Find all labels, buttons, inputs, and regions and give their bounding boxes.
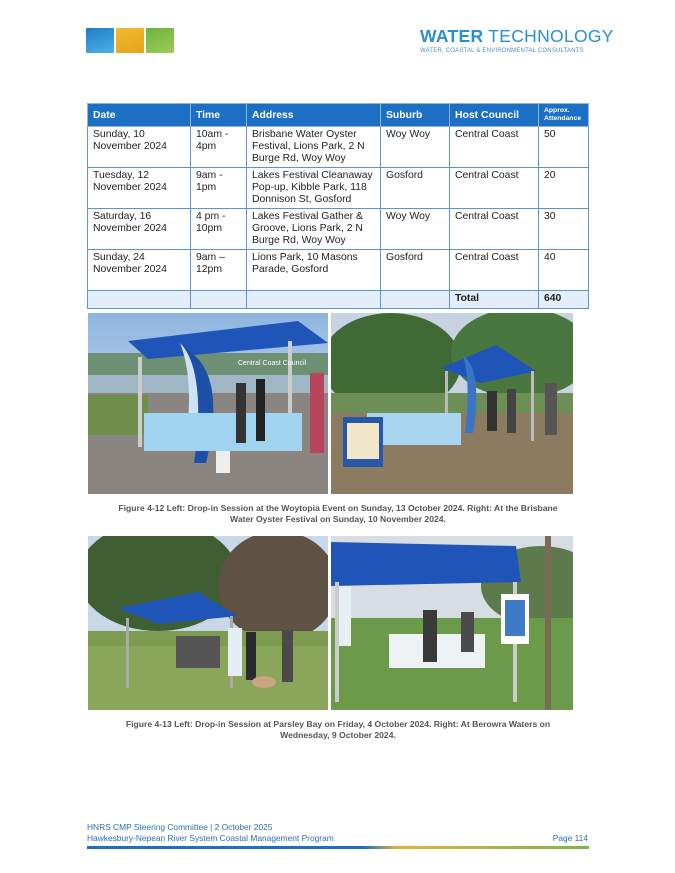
- col-suburb: Suburb: [381, 104, 450, 127]
- footer-color-bar: [87, 846, 589, 849]
- cell-attendance: 40: [539, 250, 589, 291]
- cell-suburb: Woy Woy: [381, 209, 450, 250]
- photo-woytopia-event: [88, 313, 328, 494]
- cell-address: Lakes Festival Gather & Groove, Lions Park, 2 N Burge Rd, Woy Woy: [247, 209, 381, 250]
- total-value: 640: [539, 291, 589, 309]
- table-row: [88, 168, 589, 209]
- cell-date: Sunday, 24 November 2024: [88, 250, 191, 291]
- cell-time: 4 pm - 10pm: [191, 209, 247, 250]
- brand-subtitle: WATER, COASTAL & ENVIRONMENTAL CONSULTANTS: [420, 48, 584, 54]
- cell-attendance: 30: [539, 209, 589, 250]
- cell-time: 10am - 4pm: [191, 127, 247, 168]
- water-wave-icon: [86, 28, 114, 53]
- col-date: Date: [88, 104, 191, 127]
- total-row: [88, 291, 589, 309]
- cell-address: Lions Park, 10 Masons Parade, Gosford: [247, 250, 381, 291]
- cell-address: Lakes Festival Cleanaway Pop-up, Kibble Park, 118 Donnison St, Gosford: [247, 168, 381, 209]
- cell-suburb: Gosford: [381, 250, 450, 291]
- cell-time: 9am – 12pm: [191, 250, 247, 291]
- cell-attendance: 20: [539, 168, 589, 209]
- brand-logo: [420, 26, 614, 54]
- footer: [87, 822, 334, 844]
- cell-address: Brisbane Water Oyster Festival, Lions Park, 2 N Burge Rd, Woy Woy: [247, 127, 381, 168]
- cell-council: Central Coast: [450, 209, 539, 250]
- caption-line: Figure 4-13 Left: Drop-in Session at Parsley Bay on Friday, 4 October 2024. Right: At Berowra Waters on: [125, 719, 551, 729]
- photo-parsley-bay: [88, 536, 328, 710]
- brand-main: WATER: [420, 26, 484, 46]
- col-attendance: Approx. Attendance: [539, 104, 589, 127]
- cell-time: 9am - 1pm: [191, 168, 247, 209]
- table-row: [88, 209, 589, 250]
- page-number: Page 114: [552, 833, 588, 843]
- brand-title: [420, 26, 614, 47]
- caption-line: Figure 4-12 Left: Drop-in Session at the Woytopia Event on Sunday, 13 October 2024. Right: At the Brisbane: [118, 503, 558, 513]
- cell-suburb: Woy Woy: [381, 127, 450, 168]
- figure-4-13-caption: [87, 719, 589, 741]
- cell-attendance: 50: [539, 127, 589, 168]
- table-header-row: [88, 104, 589, 127]
- figure-4-12-caption: [87, 503, 589, 525]
- col-time: Time: [191, 104, 247, 127]
- cell-council: Central Coast: [450, 168, 539, 209]
- caption-line: Water Oyster Festival on Sunday, 10 November 2024.: [230, 514, 446, 524]
- footer-line-program: Hawkesbury-Nepean River System Coastal Management Program: [87, 833, 334, 843]
- land-wave-icon: [146, 28, 174, 53]
- brand-rest: TECHNOLOGY: [488, 26, 614, 46]
- tent-banner-text: Central Coast Council: [238, 360, 307, 367]
- photo-berowra-waters: [331, 536, 573, 710]
- sun-wave-icon: [116, 28, 144, 53]
- cell-date: Tuesday, 12 November 2024: [88, 168, 191, 209]
- cell-council: Central Coast: [450, 250, 539, 291]
- table-row: [88, 250, 589, 291]
- col-host-council: Host Council: [450, 104, 539, 127]
- cell-suburb: Gosford: [381, 168, 450, 209]
- water-technology-logo-tiles: [86, 28, 174, 53]
- table-row: [88, 127, 589, 168]
- total-label: Total: [450, 291, 539, 309]
- cell-date: Saturday, 16 November 2024: [88, 209, 191, 250]
- events-table: [87, 103, 589, 309]
- cell-date: Sunday, 10 November 2024: [88, 127, 191, 168]
- photo-oyster-festival: [331, 313, 573, 494]
- footer-line-committee: HNRS CMP Steering Committee | 2 October 2025: [87, 822, 273, 832]
- col-address: Address: [247, 104, 381, 127]
- caption-line: Wednesday, 9 October 2024.: [280, 730, 396, 740]
- cell-council: Central Coast: [450, 127, 539, 168]
